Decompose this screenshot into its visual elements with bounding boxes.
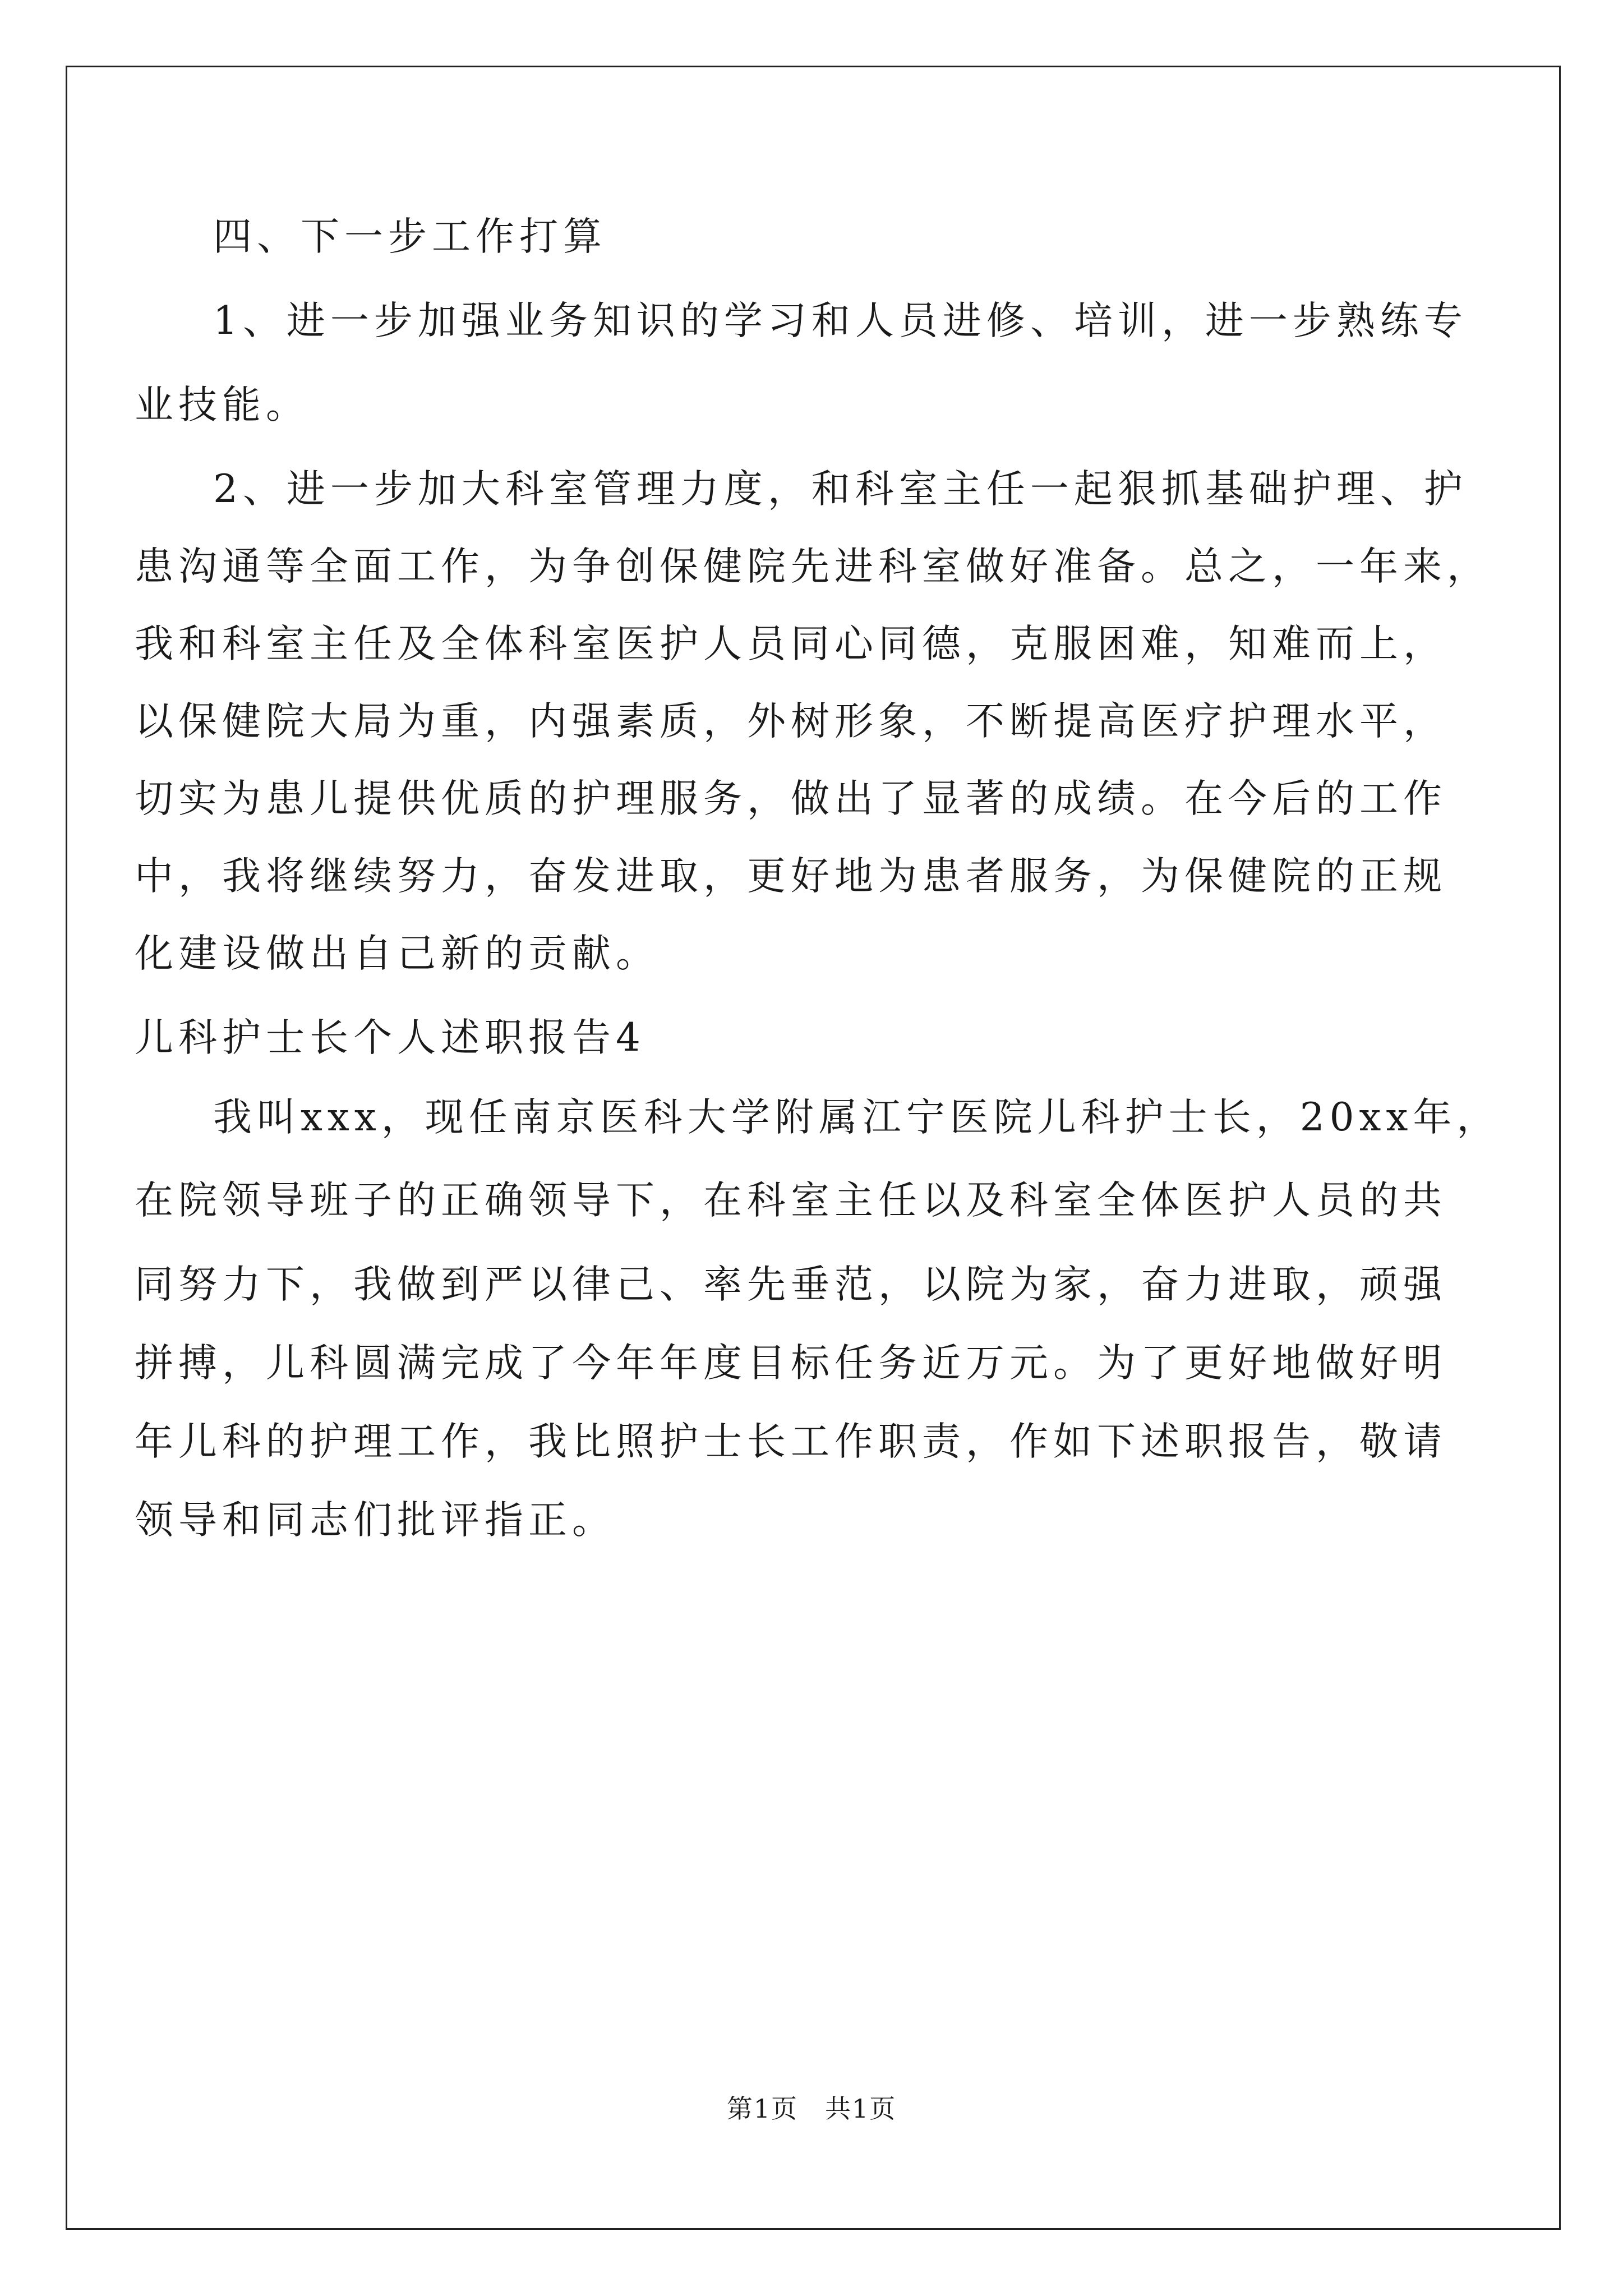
paragraph-line: 同努力下，我做到严以律己、率先垂范，以院为家，奋力进取，顽强	[135, 1262, 1447, 1307]
paragraph-line: 中，我将继续努力，奋发进取，更好地为患者服务，为保健院的正规	[135, 854, 1447, 899]
paragraph-line: 在院领导班子的正确领导下，在科室主任以及科室全体医护人员的共	[135, 1178, 1447, 1223]
paragraph-line: 我叫xxx，现任南京医科大学附属江宁医院儿科护士长，20xx年，	[213, 1095, 1501, 1140]
page-footer: 第1页 共1页	[726, 2093, 897, 2124]
paragraph-line: 切实为患儿提供优质的护理服务，做出了显著的成绩。在今后的工作	[135, 776, 1447, 821]
paragraph-line: 化建设做出自己新的贡献。	[135, 931, 660, 976]
report-title: 儿科护士长个人述职报告4	[135, 1015, 645, 1060]
paragraph-line: 患沟通等全面工作，为争创保健院先进科室做好准备。总之，一年来，	[135, 544, 1491, 589]
paragraph-line: 领导和同志们批评指正。	[135, 1498, 616, 1543]
section-heading: 四、下一步工作打算	[213, 214, 607, 259]
paragraph-line: 2、进一步加大科室管理力度，和科室主任一起狠抓基础护理、护	[213, 467, 1468, 512]
paragraph-line: 拼搏，儿科圆满完成了今年年度目标任务近万元。为了更好地做好明	[135, 1341, 1447, 1386]
paragraph-line: 以保健院大局为重，内强素质，外树形象，不断提高医疗护理水平，	[135, 699, 1447, 744]
paragraph-line: 我和科室主任及全体科室医护人员同心同德，克服困难，知难而上，	[135, 622, 1447, 666]
paragraph-line: 1、进一步加强业务知识的学习和人员进修、培训，进一步熟练专	[213, 298, 1468, 343]
paragraph-line: 业技能。	[135, 383, 310, 427]
paragraph-line: 年儿科的护理工作，我比照护士长工作职责，作如下述职报告，敬请	[135, 1419, 1447, 1464]
